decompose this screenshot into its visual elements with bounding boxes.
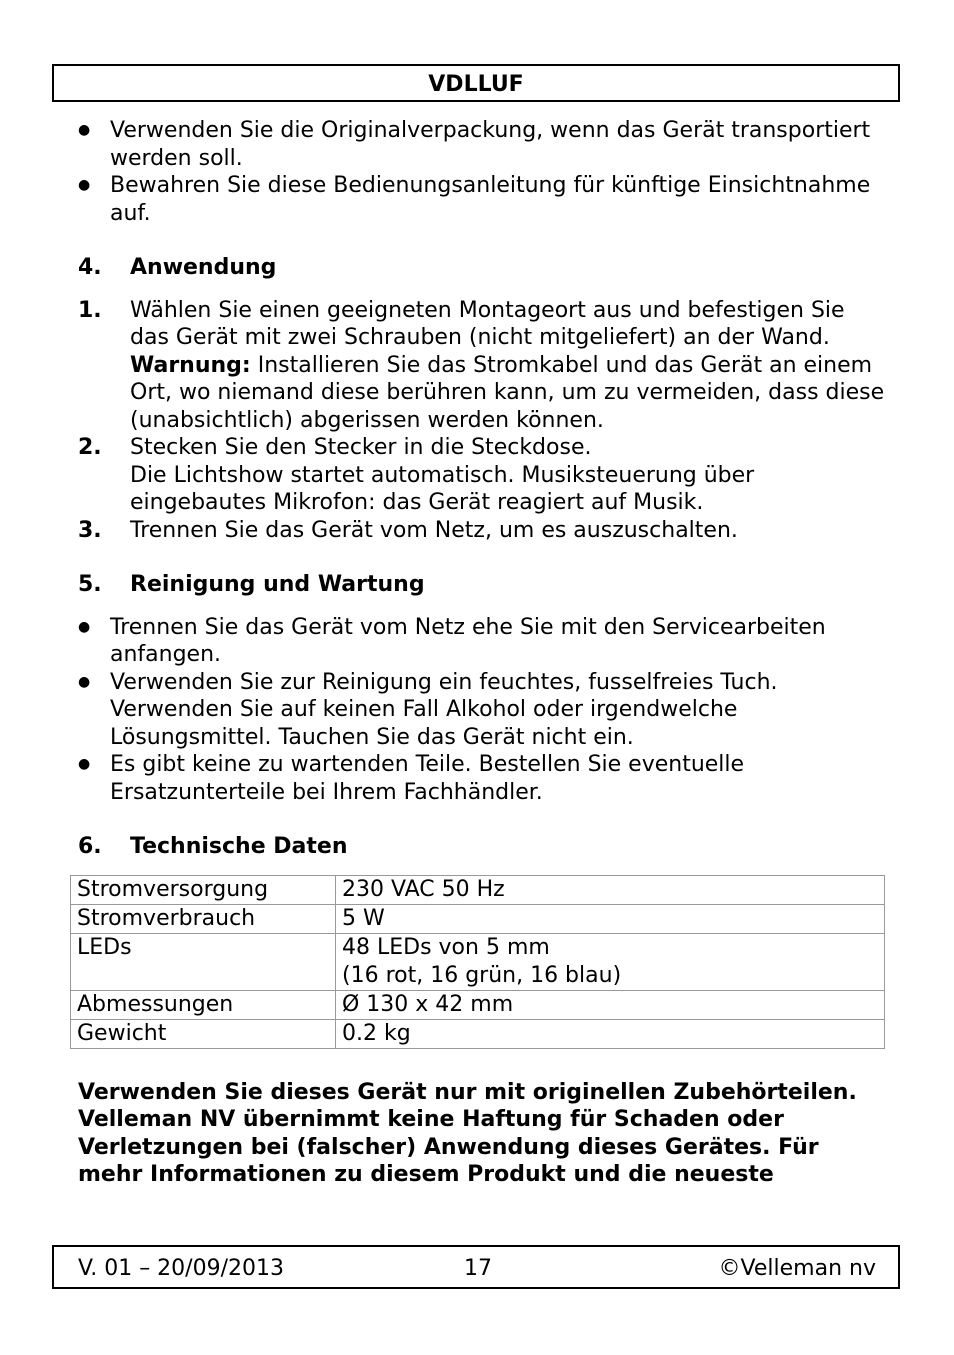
maintenance-bullet-list <box>78 614 890 807</box>
table-row: LEDs 48 LEDs von 5 mm (16 rot, 16 grün, 16 blau) <box>71 933 885 990</box>
table-row: Abmessungen Ø 130 x 42 mm <box>71 990 885 1019</box>
bullet-icon: ● <box>78 618 91 635</box>
intro-bullet-list <box>78 117 890 227</box>
page-content <box>78 117 890 1189</box>
table-row: Gewicht 0.2 kg <box>71 1019 885 1048</box>
section-heading-reinigung: 5. Reinigung und Wartung <box>78 572 425 597</box>
bullet-icon: ● <box>78 673 91 690</box>
closing-disclaimer: Verwenden Sie dieses Gerät nur mit originellen Zubehörteilen. Velleman NV übernimmt keine Haftung für Schaden oder Verletzungen bei (falscher) Anwendung dieses Gerätes. Für mehr Informationen zu diesem Produkt und die neueste <box>78 1079 857 1187</box>
page-footer <box>52 1245 900 1289</box>
table-row: Stromversorgung 230 VAC 50 Hz <box>71 875 885 904</box>
list-item: ● Es gibt keine zu wartenden Teile. Bestellen Sie eventuelle Ersatzunterteile bei Ihrem Fachhändler. <box>78 752 745 805</box>
step-item: 1. Wählen Sie einen geeigneten Montageort aus und befestigen Sie das Gerät mit zwei Schrauben (nicht mitgeliefert) an der Wand. Warnung: Installieren Sie das Stromkabel und das Gerät an einem Ort, wo niemand diese berühren kann, um zu vermeiden, dass diese (unabsichtlich) abgerissen werden können. <box>78 297 885 433</box>
footer-version: V. 01 – 20/09/2013 <box>78 1256 284 1281</box>
page-header <box>52 64 900 102</box>
footer-page-number: 17 <box>464 1256 492 1281</box>
spec-table <box>70 875 885 1049</box>
step-item: 3. Trennen Sie das Gerät vom Netz, um es auszuschalten. <box>78 517 738 543</box>
bullet-icon: ● <box>78 177 91 193</box>
list-item: ● Bewahren Sie diese Bedienungsanleitung für künftige Einsichtnahme auf. <box>78 173 871 226</box>
list-item: ● Verwenden Sie die Originalverpackung, wenn das Gerät transportiert werden soll. <box>78 118 871 171</box>
steps-list <box>78 297 890 545</box>
bullet-icon: ● <box>78 756 91 772</box>
step-item: 2. Stecken Sie den Stecker in die Steckdose. Die Lichtshow startet automatisch. Musiksteuerung über eingebautes Mikrofon: das Gerät reagiert auf Musik. <box>78 435 755 515</box>
section-heading-technische-daten: 6. Technische Daten <box>78 834 348 859</box>
list-item: ● Verwenden Sie zur Reinigung ein feuchtes, fusselfreies Tuch. Verwenden Sie auf keinen Fall Alkohol oder irgendwelche Lösungsmittel. Tauchen Sie das Gerät nicht ein. <box>78 669 778 750</box>
section-heading-anwendung: 4. Anwendung <box>78 255 277 280</box>
header-title: VDLLUF <box>428 72 524 97</box>
warning-label: Warnung: <box>130 352 251 378</box>
table-row: Stromverbrauch 5 W <box>71 904 885 933</box>
list-item: ● Trennen Sie das Gerät vom Netz ehe Sie mit den Servicearbeiten anfangen. <box>78 614 826 667</box>
footer-copyright: ©Velleman nv <box>718 1256 876 1281</box>
bullet-icon: ● <box>78 122 91 138</box>
